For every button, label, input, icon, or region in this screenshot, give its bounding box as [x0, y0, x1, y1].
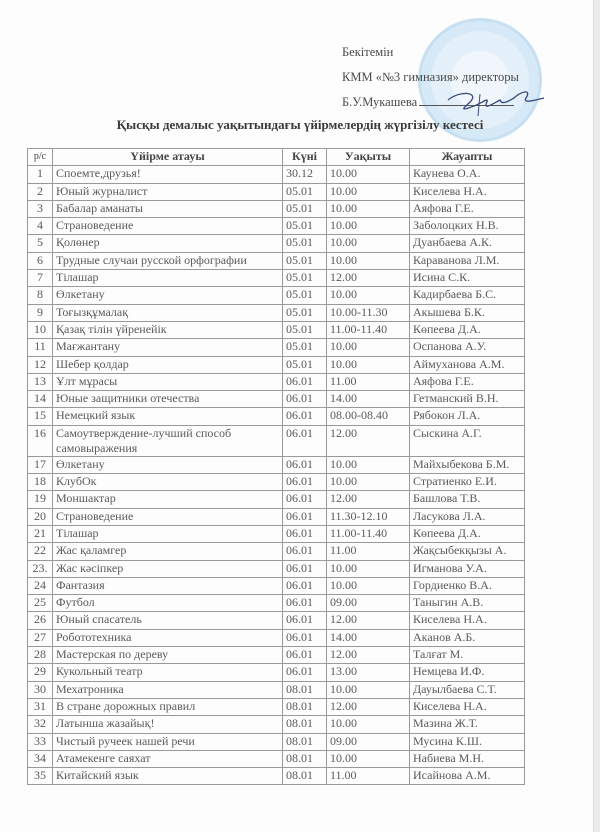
row-day: 08.01 — [283, 768, 327, 785]
table-row — [28, 750, 525, 767]
row-name: Атамекенге саяхат — [53, 750, 283, 767]
row-day: 05.01 — [283, 339, 327, 356]
row-day: 05.01 — [283, 321, 327, 338]
table-row — [28, 425, 525, 456]
table-row — [28, 595, 525, 612]
row-lead: Кадирбаева Б.С. — [410, 287, 525, 304]
table-row — [28, 768, 525, 785]
row-num: 24 — [28, 577, 53, 594]
approval-line-director: КММ «№3 гимназия» директоры — [342, 70, 519, 84]
row-lead: Акышева Б.К. — [410, 304, 525, 321]
row-day: 06.01 — [283, 577, 327, 594]
row-num: 19 — [28, 491, 53, 508]
row-name: Қолөнер — [53, 235, 283, 252]
row-name: Жас кәсіпкер — [53, 560, 283, 577]
row-num: 16 — [28, 425, 53, 456]
row-day: 06.01 — [283, 408, 327, 425]
row-name: Немецкий язык — [53, 408, 283, 425]
row-time: 10.00 — [327, 235, 410, 252]
row-time: 11.00-11.40 — [327, 321, 410, 338]
row-day: 05.01 — [283, 200, 327, 217]
row-lead: Гетманский В.Н. — [410, 391, 525, 408]
row-num: 18 — [28, 474, 53, 491]
row-num: 2 — [28, 183, 53, 200]
row-lead: Дуанбаева А.К. — [410, 235, 525, 252]
row-time: 10.00 — [327, 474, 410, 491]
row-name: Латынша жазайық! — [53, 716, 283, 733]
table-header-row — [28, 149, 525, 166]
header-time: Уақыты — [327, 149, 410, 166]
row-time: 12.00 — [327, 647, 410, 664]
row-time: 09.00 — [327, 595, 410, 612]
row-name: Мастерская по дереву — [53, 647, 283, 664]
row-name: В стране дорожных правил — [53, 698, 283, 715]
table-row — [28, 716, 525, 733]
row-day: 05.01 — [283, 270, 327, 287]
row-lead: Заболоцких Н.В. — [410, 218, 525, 235]
row-name: Тоғызқұмалақ — [53, 304, 283, 321]
row-num: 15 — [28, 408, 53, 425]
document-title: Қысқы демалыс уақытындағы үйірмелердің жүргізілу кестесі — [116, 117, 484, 132]
row-num: 25 — [28, 595, 53, 612]
row-num: 30 — [28, 681, 53, 698]
table-row — [28, 235, 525, 252]
row-lead: Немцева И.Ф. — [410, 664, 525, 681]
table-row — [28, 252, 525, 269]
row-name: Тілашар — [53, 270, 283, 287]
schedule-table — [27, 148, 525, 785]
row-time: 10.00 — [327, 560, 410, 577]
row-lead: Каунева О.А. — [410, 166, 525, 183]
row-num: 34 — [28, 750, 53, 767]
row-name: Юные защитники отечества — [53, 391, 283, 408]
row-day: 06.01 — [283, 425, 327, 456]
row-time: 11.30-12.10 — [327, 508, 410, 525]
row-time: 11.00 — [327, 543, 410, 560]
row-num: 9 — [28, 304, 53, 321]
row-time: 10.00 — [327, 577, 410, 594]
row-name: Робототехника — [53, 629, 283, 646]
row-time: 10.00 — [327, 287, 410, 304]
row-time: 10.00 — [327, 716, 410, 733]
row-name: КлубОк — [53, 474, 283, 491]
row-name: Мағжантану — [53, 339, 283, 356]
row-num: 11 — [28, 339, 53, 356]
table-row — [28, 183, 525, 200]
row-day: 05.01 — [283, 252, 327, 269]
table-row — [28, 543, 525, 560]
row-name: Споемте,друзья! — [53, 166, 283, 183]
row-lead: Караванова Л.М. — [410, 252, 525, 269]
row-name: Ұлт мұрасы — [53, 373, 283, 390]
header-day: Күні — [283, 149, 327, 166]
row-name: Қазақ тілін үйренейік — [53, 321, 283, 338]
row-name: Футбол — [53, 595, 283, 612]
row-name: Тілашар — [53, 525, 283, 542]
row-time: 12.00 — [327, 612, 410, 629]
row-time: 11.00 — [327, 373, 410, 390]
row-name: Мехатроника — [53, 681, 283, 698]
table-body — [28, 166, 525, 785]
row-num: 1 — [28, 166, 53, 183]
row-num: 27 — [28, 629, 53, 646]
row-time: 10.00 — [327, 183, 410, 200]
row-day: 06.01 — [283, 612, 327, 629]
row-day: 05.01 — [283, 356, 327, 373]
row-time: 10.00 — [327, 166, 410, 183]
row-day: 05.01 — [283, 235, 327, 252]
row-day: 05.01 — [283, 287, 327, 304]
row-lead: Игманова У.А. — [410, 560, 525, 577]
row-time: 12.00 — [327, 491, 410, 508]
row-num: 7 — [28, 270, 53, 287]
table-row — [28, 612, 525, 629]
row-num: 10 — [28, 321, 53, 338]
row-lead: Ласукова Л.А. — [410, 508, 525, 525]
row-num: 28 — [28, 647, 53, 664]
table-row — [28, 474, 525, 491]
row-day: 06.01 — [283, 664, 327, 681]
row-lead: Көпеева Д.А. — [410, 525, 525, 542]
row-num: 4 — [28, 218, 53, 235]
table-row — [28, 508, 525, 525]
row-num: 29 — [28, 664, 53, 681]
row-name: Өлкетану — [53, 287, 283, 304]
row-num: 35 — [28, 768, 53, 785]
table-row — [28, 491, 525, 508]
table-row — [28, 270, 525, 287]
row-lead: Дауылбаева С.Т. — [410, 681, 525, 698]
table-row — [28, 629, 525, 646]
row-day: 06.01 — [283, 456, 327, 473]
table-row — [28, 647, 525, 664]
row-name: Жас қаламгер — [53, 543, 283, 560]
row-lead: Сыскина А.Г. — [410, 425, 525, 456]
row-name: Өлкетану — [53, 456, 283, 473]
director-name: Б.У.Мукашева — [342, 95, 418, 109]
table-row — [28, 733, 525, 750]
row-lead: Майхыбекова Б.М. — [410, 456, 525, 473]
row-lead: Набиева М.Н. — [410, 750, 525, 767]
row-time: 12.00 — [327, 425, 410, 456]
row-num: 31 — [28, 698, 53, 715]
row-day: 06.01 — [283, 373, 327, 390]
table-row — [28, 664, 525, 681]
table-row — [28, 408, 525, 425]
row-num: 5 — [28, 235, 53, 252]
row-time: 10.00 — [327, 200, 410, 217]
row-day: 06.01 — [283, 647, 327, 664]
row-lead: Аяфова Г.Е. — [410, 200, 525, 217]
row-name: Китайский язык — [53, 768, 283, 785]
row-time: 10.00 — [327, 456, 410, 473]
row-time: 11.00 — [327, 768, 410, 785]
row-lead: Мусина К.Ш. — [410, 733, 525, 750]
table-row — [28, 560, 525, 577]
row-lead: Жақсыбекқызы А. — [410, 543, 525, 560]
row-time: 10.00 — [327, 252, 410, 269]
row-lead: Аканов А.Б. — [410, 629, 525, 646]
row-day: 06.01 — [283, 491, 327, 508]
row-name: Моншактар — [53, 491, 283, 508]
row-name: Кукольный театр — [53, 664, 283, 681]
row-time: 10.00 — [327, 681, 410, 698]
table-row — [28, 525, 525, 542]
row-lead: Аймуханова А.М. — [410, 356, 525, 373]
table-row — [28, 456, 525, 473]
table-row — [28, 287, 525, 304]
row-lead: Мазина Ж.Т. — [410, 716, 525, 733]
table-row — [28, 166, 525, 183]
row-day: 08.01 — [283, 698, 327, 715]
row-name: Фантазия — [53, 577, 283, 594]
row-lead: Киселева Н.А. — [410, 612, 525, 629]
row-lead: Рябокон Л.А. — [410, 408, 525, 425]
row-time: 09.00 — [327, 733, 410, 750]
row-num: 12 — [28, 356, 53, 373]
table-row — [28, 339, 525, 356]
row-day: 08.01 — [283, 733, 327, 750]
row-time: 14.00 — [327, 629, 410, 646]
row-lead: Башлова Т.В. — [410, 491, 525, 508]
row-num: 32 — [28, 716, 53, 733]
table-row — [28, 681, 525, 698]
row-time: 10.00 — [327, 339, 410, 356]
table-row — [28, 577, 525, 594]
row-num: 21 — [28, 525, 53, 542]
header-name: Үйірме атауы — [53, 149, 283, 166]
row-day: 08.01 — [283, 681, 327, 698]
row-name: Бабалар аманаты — [53, 200, 283, 217]
row-num: 22 — [28, 543, 53, 560]
row-name: Трудные случаи русской орфографии — [53, 252, 283, 269]
row-day: 06.01 — [283, 474, 327, 491]
table-row — [28, 373, 525, 390]
row-day: 30.12 — [283, 166, 327, 183]
row-lead: Исина С.К. — [410, 270, 525, 287]
row-lead: Оспанова А.У. — [410, 339, 525, 356]
row-time: 11.00-11.40 — [327, 525, 410, 542]
row-name: Самоутверждение-лучший способ самовыражения — [53, 425, 283, 456]
row-lead: Көпеева Д.А. — [410, 321, 525, 338]
row-time: 14.00 — [327, 391, 410, 408]
row-num: 23. — [28, 560, 53, 577]
row-name: Страноведение — [53, 508, 283, 525]
row-name: Чистый ручеек нашей речи — [53, 733, 283, 750]
row-time: 12.00 — [327, 270, 410, 287]
row-day: 06.01 — [283, 595, 327, 612]
row-lead: Стратиенко Е.И. — [410, 474, 525, 491]
row-time: 10.00-11.30 — [327, 304, 410, 321]
row-name: Юный журналист — [53, 183, 283, 200]
row-time: 13.00 — [327, 664, 410, 681]
table-row — [28, 356, 525, 373]
approval-line-approve: Бекітемін — [342, 45, 394, 59]
table-row — [28, 698, 525, 715]
row-name: Страноведение — [53, 218, 283, 235]
row-num: 3 — [28, 200, 53, 217]
header-lead: Жауапты — [410, 149, 525, 166]
row-num: 8 — [28, 287, 53, 304]
row-day: 06.01 — [283, 525, 327, 542]
row-num: 13 — [28, 373, 53, 390]
row-day: 05.01 — [283, 183, 327, 200]
row-lead: Киселева Н.А. — [410, 698, 525, 715]
row-day: 06.01 — [283, 560, 327, 577]
row-lead: Аяфова Г.Е. — [410, 373, 525, 390]
row-name: Юный спасатель — [53, 612, 283, 629]
row-num: 26 — [28, 612, 53, 629]
row-name: Шебер қолдар — [53, 356, 283, 373]
table-row — [28, 391, 525, 408]
row-lead: Гордиенко В.А. — [410, 577, 525, 594]
table-row — [28, 321, 525, 338]
row-time: 10.00 — [327, 218, 410, 235]
row-day: 08.01 — [283, 750, 327, 767]
row-num: 33 — [28, 733, 53, 750]
row-num: 20 — [28, 508, 53, 525]
table-row — [28, 304, 525, 321]
row-day: 06.01 — [283, 391, 327, 408]
row-day: 06.01 — [283, 629, 327, 646]
row-num: 17 — [28, 456, 53, 473]
row-time: 12.00 — [327, 698, 410, 715]
row-lead: Киселева Н.А. — [410, 183, 525, 200]
row-day: 05.01 — [283, 218, 327, 235]
row-day: 05.01 — [283, 304, 327, 321]
table-row — [28, 200, 525, 217]
row-day: 08.01 — [283, 716, 327, 733]
row-time: 08.00-08.40 — [327, 408, 410, 425]
row-num: 14 — [28, 391, 53, 408]
row-time: 10.00 — [327, 750, 410, 767]
row-lead: Исайнова А.М. — [410, 768, 525, 785]
signature-icon — [440, 86, 550, 120]
row-lead: Таныгин А.В. — [410, 595, 525, 612]
row-day: 06.01 — [283, 543, 327, 560]
table-row — [28, 218, 525, 235]
row-lead: Талғат М. — [410, 647, 525, 664]
row-num: 6 — [28, 252, 53, 269]
row-day: 06.01 — [283, 508, 327, 525]
header-num: р/с — [28, 149, 53, 166]
row-time: 10.00 — [327, 356, 410, 373]
